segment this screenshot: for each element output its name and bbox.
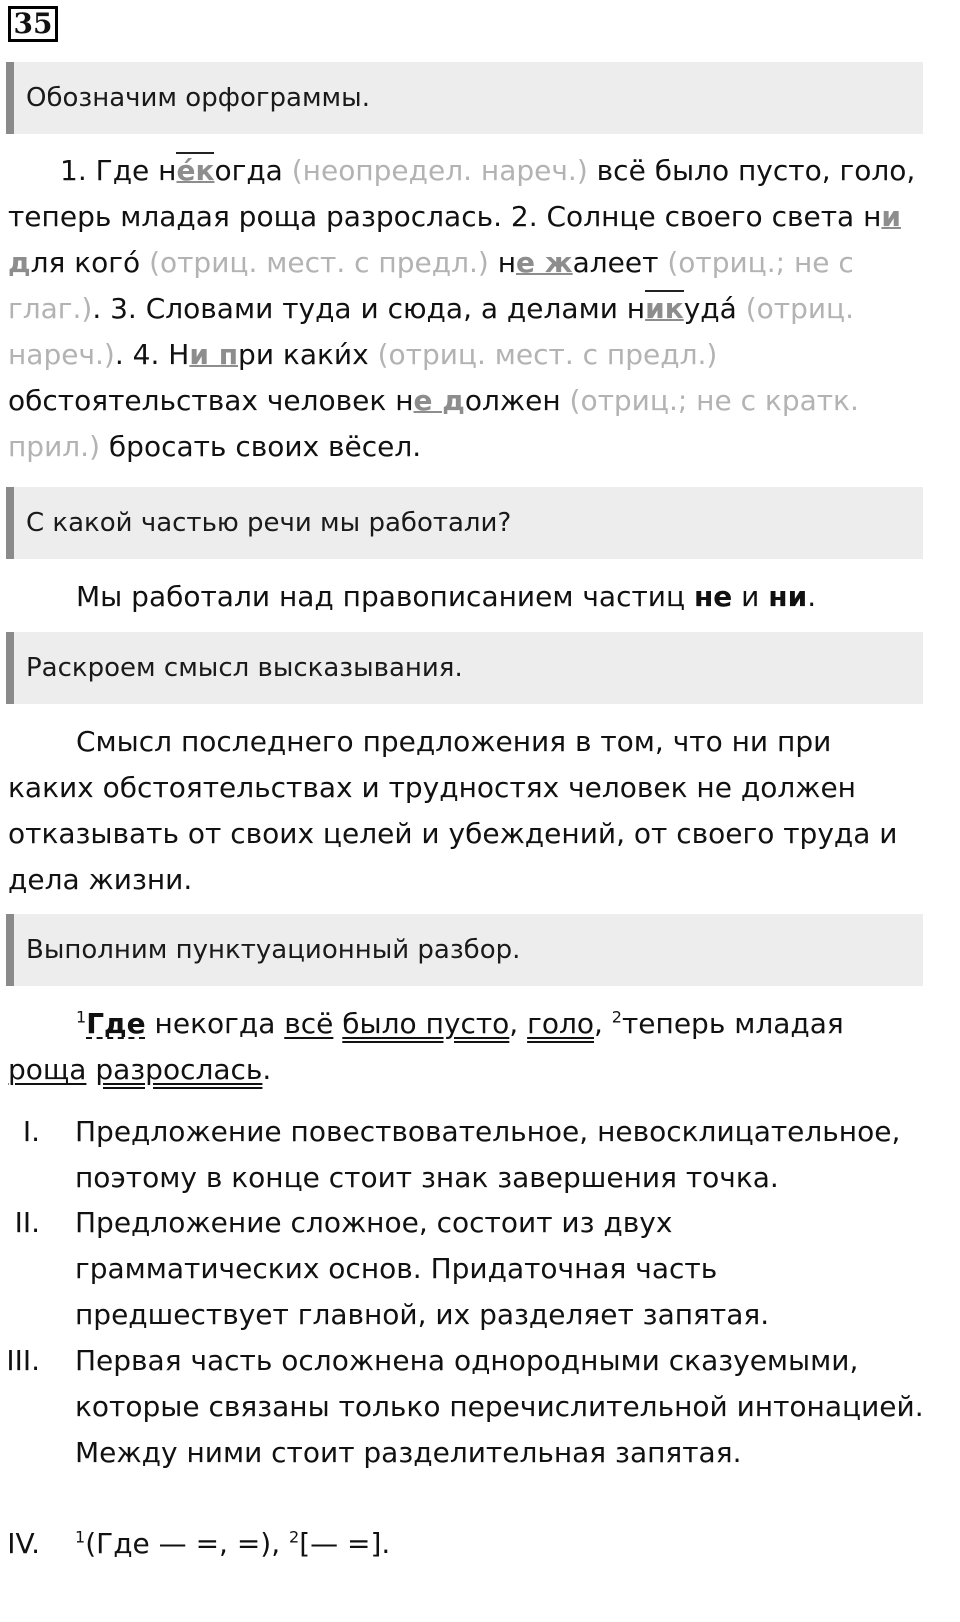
orthograms-text: 1. Где не́когда (неопредел. нареч.) всё было пусто, голо, теперь младая роща разрослась. 2. Солнце своего света ни для кого́ (отриц. мест. с предл.) не жалеет (отриц.; не с глаг.). 3. Словами туда и сюда, а делами никуда́ (отриц. нареч.). 4. Ни при каки́х (отриц. мест. с предл.) обстоятельствах человек не должен (отриц.; не с кратк. прил.) бросать своих вёсел.: [8, 154, 916, 463]
analysis-item-text: Предложение сложное, состоит из двух грамматических основ. Придаточная часть предшествует главной, их разделяет запятая.: [75, 1206, 770, 1331]
section-title-punctuation: Выполним пунктуационный разбор.: [6, 914, 923, 986]
task-number: 35: [8, 6, 58, 42]
meaning-text: Смысл последнего предложения в том, что ни при каких обстоятельствах и трудностях человек не должен отказывать от своих целей и убеждений, от своего труда и дела жизни.: [8, 725, 898, 896]
analysis-item-text: Первая часть осложнена однородными сказуемыми, которые связаны только перечислительной интонацией. Между ними стоит разделительная запятая.: [75, 1344, 924, 1469]
parse-sentence: $^1$Где некогда всё было пусто, голо, $^2$теперь младая роща разрослась.: [8, 1007, 844, 1086]
sentence-scheme: $^1$(Где — =, =), $^2$[— =].: [75, 1527, 391, 1560]
section-title-part-of-speech: С какой частью речи мы работали?: [6, 487, 923, 559]
analysis-item-number: IV.: [7, 1527, 40, 1560]
analysis-item-number: II.: [14, 1206, 40, 1239]
analysis-item-text: Предложение повествовательное, невосклицательное, поэтому в конце стоит знак завершения точка.: [75, 1115, 901, 1194]
analysis-item-number: I.: [22, 1115, 40, 1148]
section-title-orthograms: Обозначим орфограммы.: [6, 62, 923, 134]
part-of-speech-answer: Мы работали над правописанием частиц не и ни.: [76, 580, 817, 613]
analysis-item-number: III.: [6, 1344, 40, 1377]
section-title-meaning: Раскроем смысл высказывания.: [6, 632, 923, 704]
